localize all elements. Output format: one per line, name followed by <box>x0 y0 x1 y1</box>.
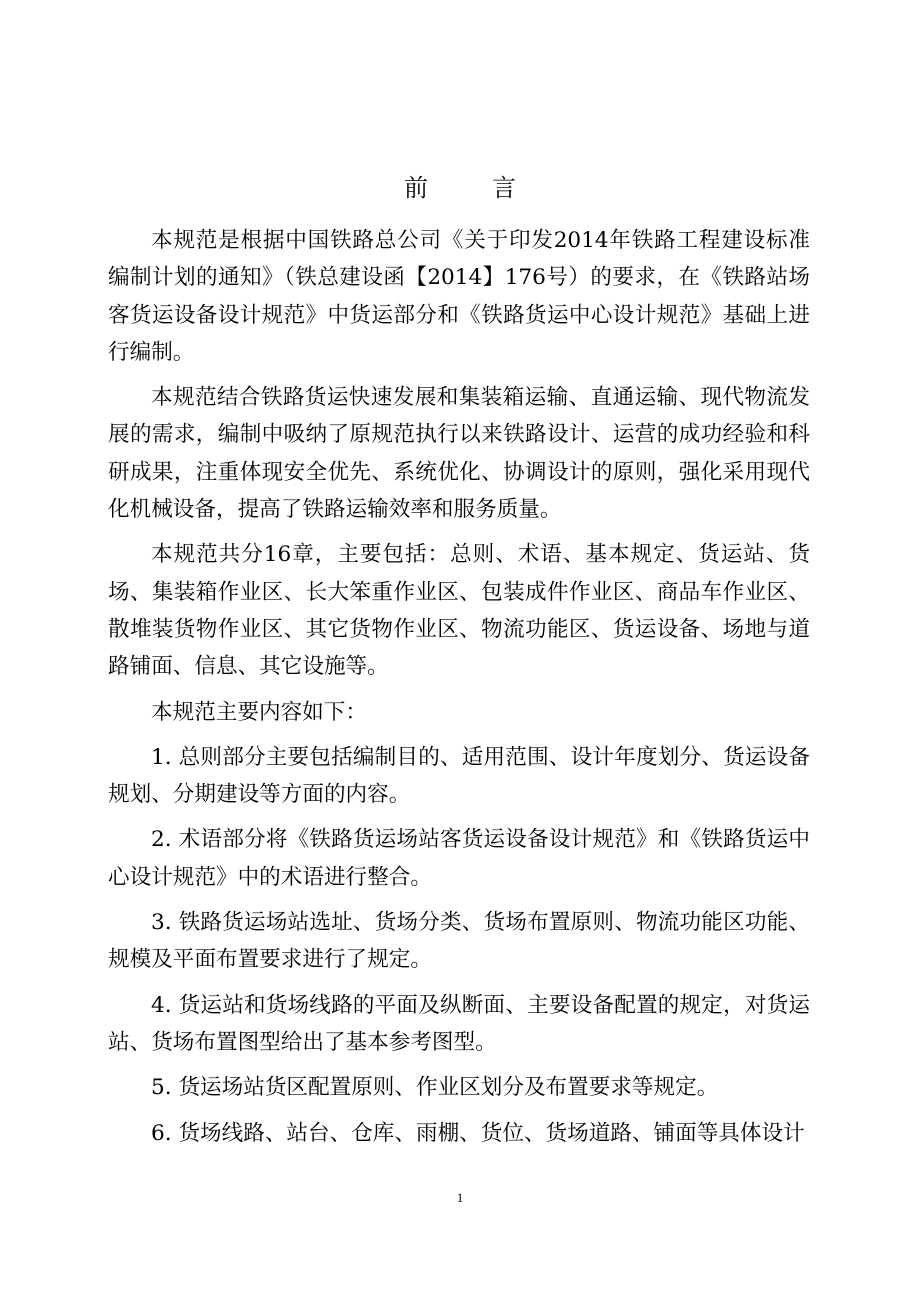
list-item-4: 4. 货运站和货场线路的平面及纵断面、主要设备配置的规定，对货运站、货场布置图型给出了基本参考图型。 <box>108 992 810 1055</box>
body-text <box>108 222 810 1152</box>
list-item-1: 1. 总则部分主要包括编制目的、适用范围、设计年度划分、货运设备规划、分期建设等方面的内容。 <box>108 744 810 808</box>
page-number: 1 <box>456 1190 464 1205</box>
title-char-2: 言 <box>492 174 516 202</box>
title-char-1: 前 <box>404 174 428 202</box>
paragraph-background: 本规范结合铁路货运快速发展和集装箱运输、直通运输、现代物流发展的需求，编制中吸纳了原规范执行以来铁路设计、运营的成功经验和科研成果，注重体现安全优先、系统优化、协调设计的原则，强化采用现代化机械设备，提高了铁路运输效率和服务质量。 <box>108 385 810 523</box>
paragraph-contents-heading: 本规范主要内容如下： <box>151 699 367 725</box>
paragraph-chapters: 本规范共分16章，主要包括：总则、术语、基本规定、货运站、货场、集装箱作业区、长大笨重作业区、包装成件作业区、商品车作业区、散堆装货物作业区、其它货物作业区、物流功能区、货运设备、场地与道路铺面、信息、其它设施等。 <box>108 542 810 680</box>
paragraph-intro: 本规范是根据中国铁路总公司《关于印发2014年铁路工程建设标准编制计划的通知》（铁总建设函【2014】176号）的要求，在《铁路站场客货运设备设计规范》中货运部分和《铁路货运中心设计规范》基础上进行编制。 <box>108 228 810 365</box>
list-item-6: 6. 货场线路、站台、仓库、雨棚、货位、货场道路、铺面等具体设计 <box>151 1120 805 1146</box>
list-item-2: 2. 术语部分将《铁路货运场站客货运设备设计规范》和《铁路货运中心设计规范》中的术语进行整合。 <box>108 827 810 890</box>
page-title <box>0 168 920 208</box>
list-item-3: 3. 铁路货运场站选址、货场分类、货场布置原则、物流功能区功能、规模及平面布置要求进行了规定。 <box>108 910 810 973</box>
list-item-5: 5. 货运场站货区配置原则、作业区划分及布置要求等规定。 <box>151 1075 719 1101</box>
